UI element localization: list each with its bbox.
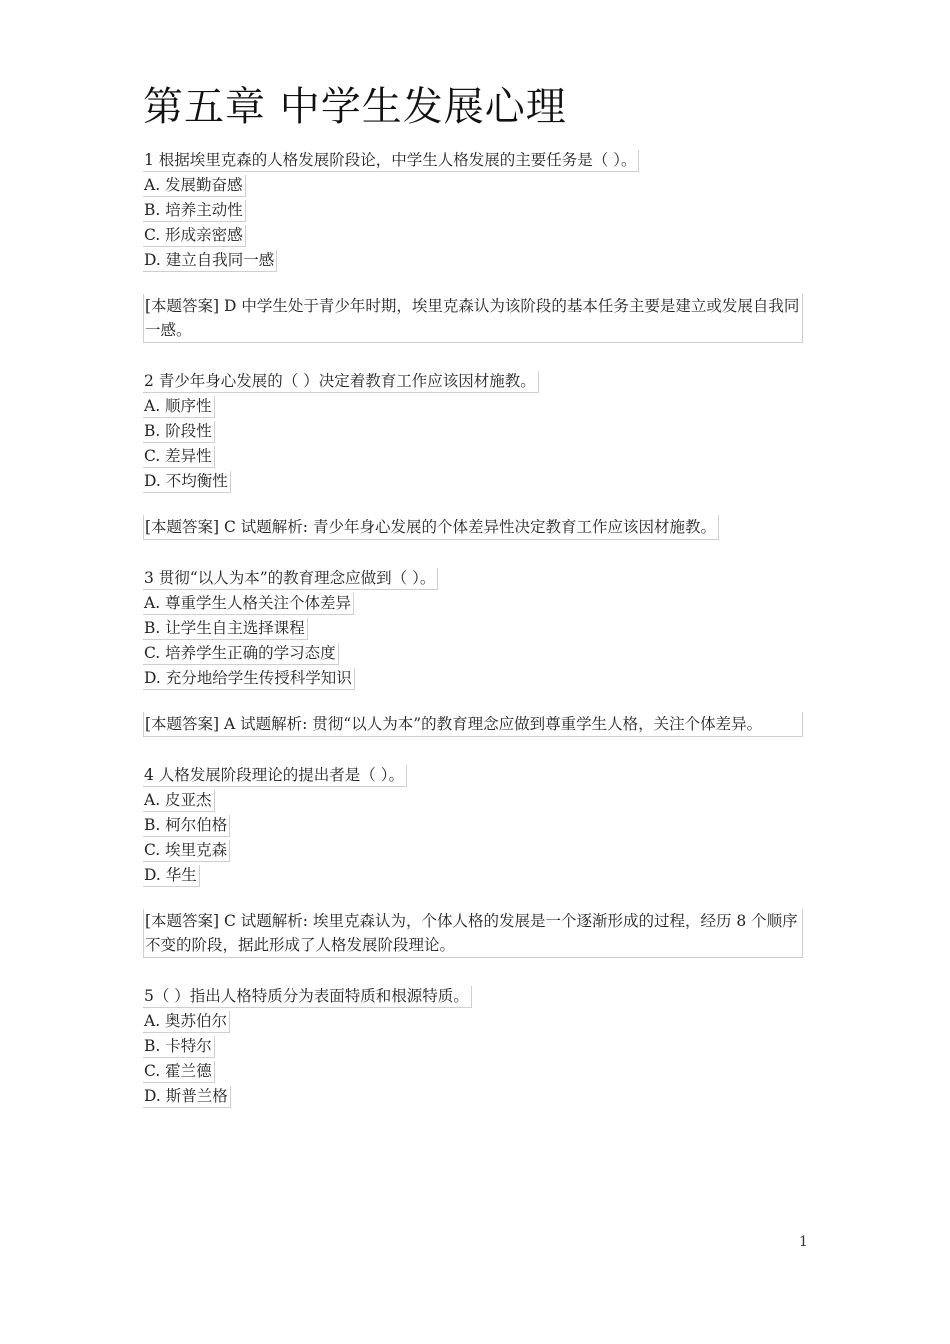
- answer-explanation: [本题答案] A 试题解析: 贯彻“以人为本”的教育理念应做到尊重学生人格，关注个体差异。: [143, 712, 803, 737]
- option-a: A. 尊重学生人格关注个体差异: [143, 593, 354, 615]
- page-title: 第五章 中学生发展心理: [143, 84, 567, 130]
- question-3: [143, 568, 807, 737]
- question-4: [143, 765, 807, 958]
- option-a: A. 奥苏伯尔: [143, 1011, 230, 1033]
- option-a: A. 顺序性: [143, 396, 215, 418]
- question-stem: 4 人格发展阶段理论的提出者是（ ）。: [143, 765, 407, 787]
- option-b: B. 阶段性: [143, 421, 215, 443]
- question-5: [143, 986, 807, 1108]
- option-b: B. 培养主动性: [143, 200, 246, 222]
- option-d: D. 不均衡性: [143, 471, 231, 493]
- option-d: D. 充分地给学生传授科学知识: [143, 668, 355, 690]
- option-d: D. 建立自我同一感: [143, 250, 277, 272]
- answer-explanation: [本题答案] D 中学生处于青少年时期，埃里克森认为该阶段的基本任务主要是建立或发展自我同一感。: [143, 294, 803, 343]
- question-stem: 2 青少年身心发展的（ ）决定着教育工作应该因材施教。: [143, 371, 539, 393]
- question-stem: 3 贯彻“以人为本”的教育理念应做到（ ）。: [143, 568, 438, 590]
- option-c: C. 差异性: [143, 446, 215, 468]
- answer-explanation: [本题答案] C 试题解析: 青少年身心发展的个体差异性决定教育工作应该因材施教。: [143, 515, 719, 540]
- page-number: 1: [799, 1234, 808, 1250]
- question-1: [143, 150, 807, 343]
- option-a: A. 皮亚杰: [143, 790, 215, 812]
- question-list: [143, 150, 807, 1136]
- option-c: C. 形成亲密感: [143, 225, 246, 247]
- question-stem: 1 根据埃里克森的人格发展阶段论，中学生人格发展的主要任务是（ ）。: [143, 150, 639, 172]
- option-c: C. 埃里克森: [143, 840, 230, 862]
- option-b: B. 卡特尔: [143, 1036, 215, 1058]
- option-c: C. 培养学生正确的学习态度: [143, 643, 339, 665]
- option-c: C. 霍兰德: [143, 1061, 215, 1083]
- option-d: D. 华生: [143, 865, 200, 887]
- answer-explanation: [本题答案] C 试题解析: 埃里克森认为，个体人格的发展是一个逐渐形成的过程，经历 8 个顺序不变的阶段，据此形成了人格发展阶段理论。: [143, 909, 803, 958]
- option-a: A. 发展勤奋感: [143, 175, 246, 197]
- option-b: B. 让学生自主选择课程: [143, 618, 308, 640]
- question-2: [143, 371, 807, 540]
- question-stem: 5（ ）指出人格特质分为表面特质和根源特质。: [143, 986, 472, 1008]
- option-d: D. 斯普兰格: [143, 1086, 231, 1108]
- option-b: B. 柯尔伯格: [143, 815, 230, 837]
